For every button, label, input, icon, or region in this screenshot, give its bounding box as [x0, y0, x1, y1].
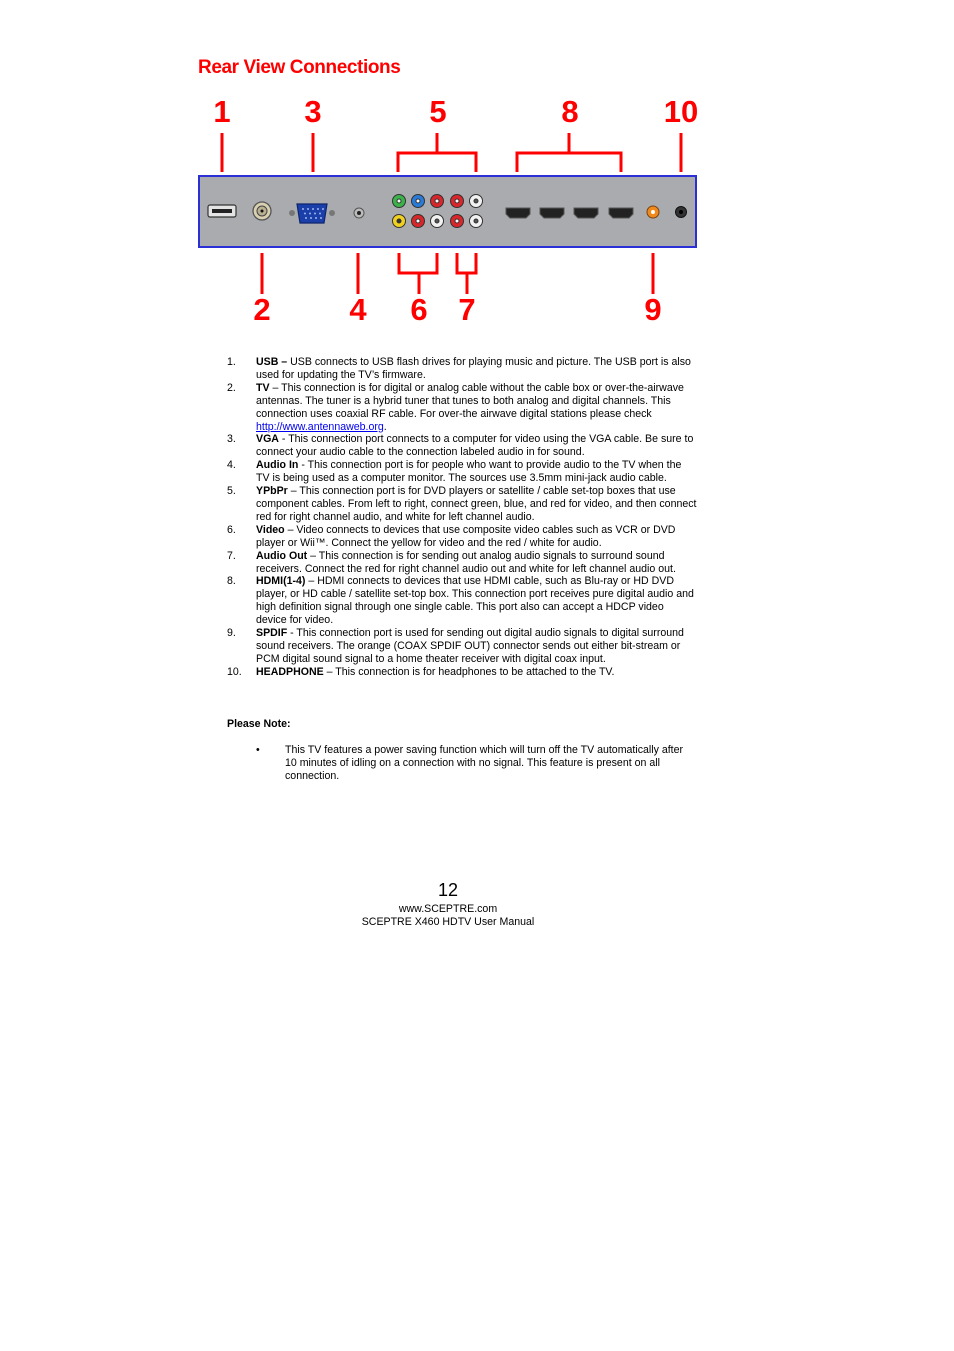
note-text: This TV features a power saving function which will turn off the TV automatically after 10 minutes of idling on a connection with no signal. This feature is present on all connection. [285, 744, 684, 782]
item-term: TV [256, 381, 270, 394]
list-item [256, 744, 697, 783]
item-term: Audio In [256, 459, 299, 472]
rear-panel-diagram [0, 0, 954, 340]
item-number: 1. [227, 356, 236, 368]
callout-6: 6 [410, 292, 428, 327]
item-term: Video [256, 523, 285, 536]
audio-in-jack-icon [354, 208, 364, 218]
headphone-jack-icon [676, 207, 687, 218]
callout-2: 2 [253, 292, 271, 327]
note-list [256, 744, 697, 783]
item-text: – HDMI connects to devices that use HDMI cable, such as Blu-ray or HD DVD player, or HD cable / satellite set-top box. This connection port receives pure digital audio and high definition signal through one single cable. This port also can accept a HDCP video device for video. [256, 575, 694, 627]
item-number: 8. [227, 575, 236, 588]
list-item [227, 550, 697, 576]
bullet-icon: • [256, 744, 260, 756]
item-text-after: . [383, 420, 387, 433]
list-item [227, 433, 697, 459]
item-number: 3. [227, 433, 236, 446]
item-text: – This connection is for headphones to be attached to the TV. [323, 665, 615, 678]
section-title: Rear View Connections [198, 57, 401, 78]
antennaweb-link[interactable]: http://www.antennaweb.org [256, 420, 384, 433]
item-term: VGA [256, 433, 279, 446]
list-item [227, 356, 697, 382]
item-term: SPDIF [256, 627, 288, 640]
item-term: YPbPr [256, 485, 288, 498]
connection-list [227, 356, 697, 679]
item-term: HEADPHONE [256, 665, 324, 678]
list-item [227, 382, 697, 434]
list-item [227, 627, 697, 666]
item-number: 10. [227, 665, 242, 678]
item-number: 6. [227, 523, 236, 536]
usb-port-icon [208, 205, 236, 217]
item-text: – This connection port is for DVD players or satellite / cable set-top boxes that use component cables. From left to right, connect green, blue, and red for video, and then connect red for right channel audio, and white for left channel audio. [256, 485, 697, 523]
item-number: 4. [227, 459, 236, 472]
note-heading: Please Note: [227, 718, 291, 730]
item-text: – Video connects to devices that use composite video cables such as VCR or DVD player or Wii™. Connect the yellow for video and the red / white for audio. [256, 523, 676, 549]
item-term: Audio Out [256, 549, 308, 562]
item-number: 5. [227, 485, 236, 498]
footer-website: www.SCEPTRE.com [398, 903, 498, 915]
item-text: – This connection is for sending out analog audio signals to surround sound receivers. Connect the red for right channel audio out and white for left channel audio out. [256, 549, 676, 575]
item-number: 9. [227, 627, 236, 640]
item-text: – This connection is for digital or analog cable without the cable box or over-the-airwave antennas. The tuner is a hybrid tuner that tunes to both analog and digital channels. This connection uses coaxial RF cable. For over-the airwave digital stations please check [256, 381, 684, 420]
callout-9: 9 [644, 292, 662, 327]
item-number: 7. [227, 549, 236, 562]
callout-1: 1 [213, 94, 231, 129]
item-number: 2. [227, 381, 236, 394]
callout-5: 5 [429, 94, 447, 129]
item-text: - This connection port connects to a computer for video using the VGA cable. Be sure to connect your audio cable to the connection labeled audio in for sound. [256, 433, 694, 459]
list-item [227, 485, 697, 524]
callout-3: 3 [304, 94, 322, 129]
callout-10: 10 [663, 94, 699, 129]
coax-port-icon [253, 202, 271, 220]
footer-manual-title: SCEPTRE X460 HDTV User Manual [361, 916, 535, 928]
item-text: - This connection port is for people who want to provide audio to the TV when the TV is being used as a computer monitor. The sources use 3.5mm mini-jack audio cable. [256, 459, 682, 485]
callout-4: 4 [349, 292, 367, 327]
spdif-port-icon [647, 206, 659, 218]
item-term: HDMI(1-4) [256, 575, 306, 588]
list-item [227, 575, 697, 627]
list-item [227, 666, 697, 679]
callout-7: 7 [458, 292, 476, 327]
list-item [227, 524, 697, 550]
item-text: USB connects to USB flash drives for playing music and picture. The USB port is also used for updating the TV’s firmware. [256, 356, 691, 381]
list-item [227, 459, 697, 485]
callout-8: 8 [561, 94, 579, 129]
item-term: USB – [256, 356, 288, 368]
page-number: 12 [437, 880, 459, 900]
item-text: - This connection port is used for sending out digital audio signals to digital surround sound receivers. The orange (COAX SPDIF OUT) connector sends out either bit-stream or PCM digital sound signal to a home theater receiver with digital coax input. [256, 627, 684, 665]
